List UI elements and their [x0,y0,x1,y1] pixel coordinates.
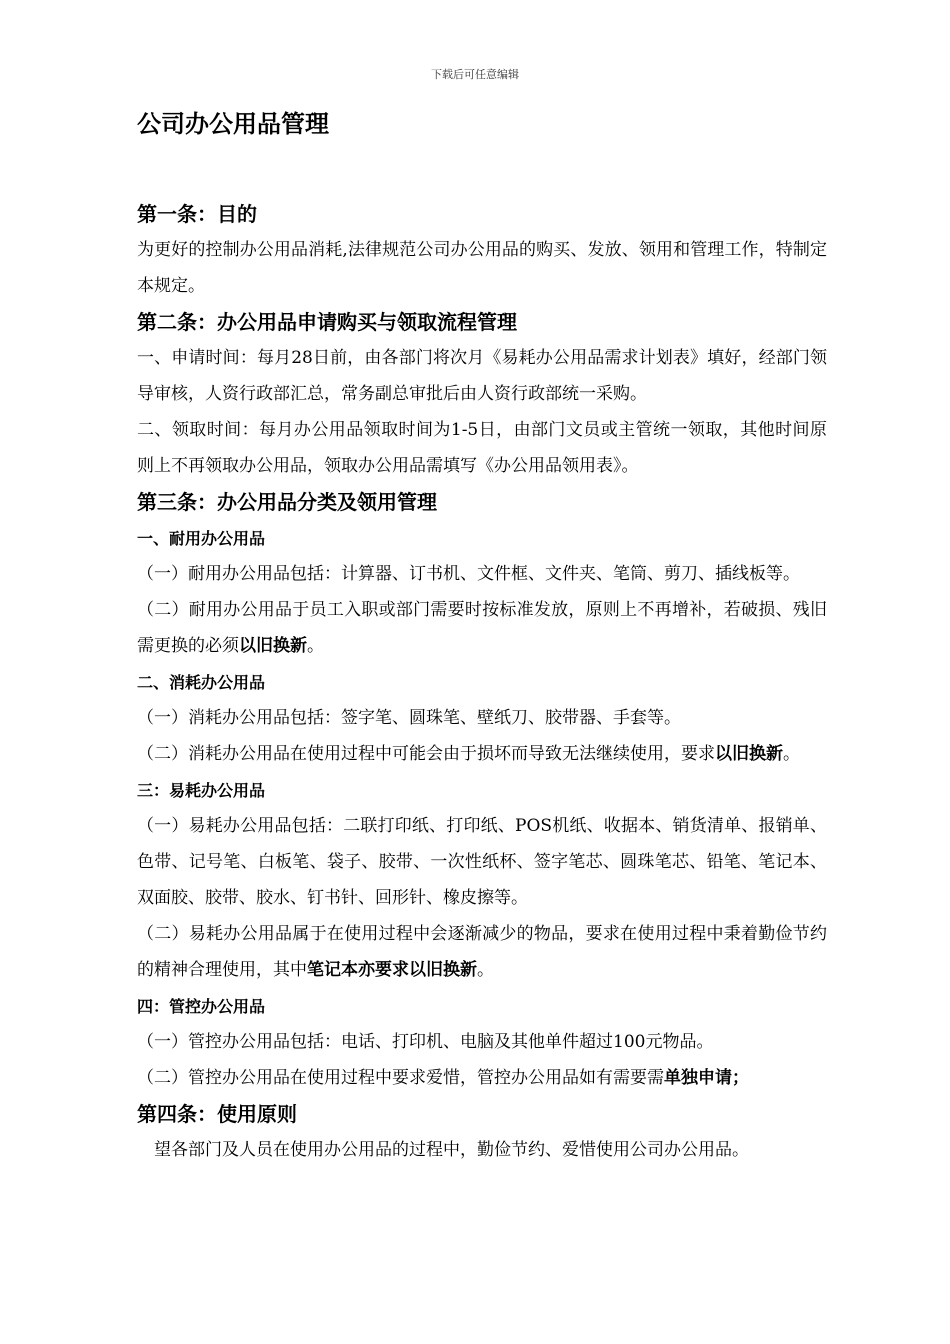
text-segment: 。 [783,744,800,764]
article-4-text: 望各部门及人员在使用办公用品的过程中，勤俭节约、爱惜使用公司办公用品。 [154,1140,749,1160]
section-expendable-paragraph-1: （一）易耗办公用品包括：二联打印纸、打印纸、POS机纸、收据本、销货清单、报销单、色带、记号笔、白板笔、袋子、胶带、一次性纸杯、签字笔芯、圆珠笔芯、铅笔、笔记本、双面胶、胶带、胶水、钉书针、回形针、橡皮擦等。 [137,816,827,908]
article-2-paragraph-1: 一、申请时间：每月28日前，由各部门将次月《易耗办公用品需求计划表》填好，经部门领导审核，人资行政部汇总，常务副总审批后由人资行政部统一采购。 [137,348,827,404]
article-3-heading: 第三条：办公用品分类及领用管理 [137,490,437,514]
text-segment: （二）消耗办公用品在使用过程中可能会由于损坏而导致无法继续使用，要求 [137,744,715,764]
section-durable-heading: 一、耐用办公用品 [137,529,266,548]
text-segment: （二）耐用办公用品于员工入职或部门需要时按标准发放，原则上不再增补，若破损、残旧需更换的必须 [137,600,827,656]
page-title: 公司办公用品管理 [137,110,329,138]
section-controlled-heading: 四：管控办公用品 [137,997,266,1016]
section-durable-paragraph-2 [137,592,827,664]
emphasis-text: 以旧换新 [715,744,783,764]
section-expendable-heading: 三：易耗办公用品 [137,781,266,800]
document-body [137,104,827,1168]
text-segment: 。 [307,636,324,656]
text-segment: 。 [477,960,494,980]
header-note: 下载后可任意编辑 [431,68,519,81]
text-segment: （二）管控办公用品在使用过程中要求爱惜，管控办公用品如有需要需 [137,1068,664,1088]
article-2-paragraph-2: 二、领取时间：每月办公用品领取时间为1-5日，由部门文员或主管统一领取，其他时间原则上不再领取办公用品，领取办公用品需填写《办公用品领用表》。 [137,420,827,476]
article-1-text: 为更好的控制办公用品消耗,法律规范公司办公用品的购买、发放、领用和管理工作，特制定本规定。 [137,240,827,296]
article-4-heading: 第四条：使用原则 [137,1102,297,1126]
section-expendable-paragraph-2 [137,916,827,988]
section-controlled-paragraph-2 [137,1060,827,1096]
article-1-heading: 第一条：目的 [137,202,257,226]
section-durable-paragraph-1: （一）耐用办公用品包括：计算器、订书机、文件框、文件夹、笔筒、剪刀、插线板等。 [137,564,800,584]
emphasis-text: 以旧换新 [239,636,307,656]
article-2-heading: 第二条：办公用品申请购买与领取流程管理 [137,310,517,334]
emphasis-text: 单独申请； [664,1068,749,1088]
section-consumable-paragraph-2 [137,736,827,772]
section-controlled-paragraph-1: （一）管控办公用品包括：电话、打印机、电脑及其他单件超过100元物品。 [137,1032,714,1052]
section-consumable-heading: 二、消耗办公用品 [137,673,266,692]
text-segment: （二）易耗办公用品属于在使用过程中会逐渐减少的物品，要求在使用过程中秉着勤俭节约的精神合理使用，其中 [137,924,827,980]
section-consumable-paragraph-1: （一）消耗办公用品包括：签字笔、圆珠笔、壁纸刀、胶带器、手套等。 [137,708,681,728]
emphasis-text: 笔记本亦要求以旧换新 [307,960,477,980]
